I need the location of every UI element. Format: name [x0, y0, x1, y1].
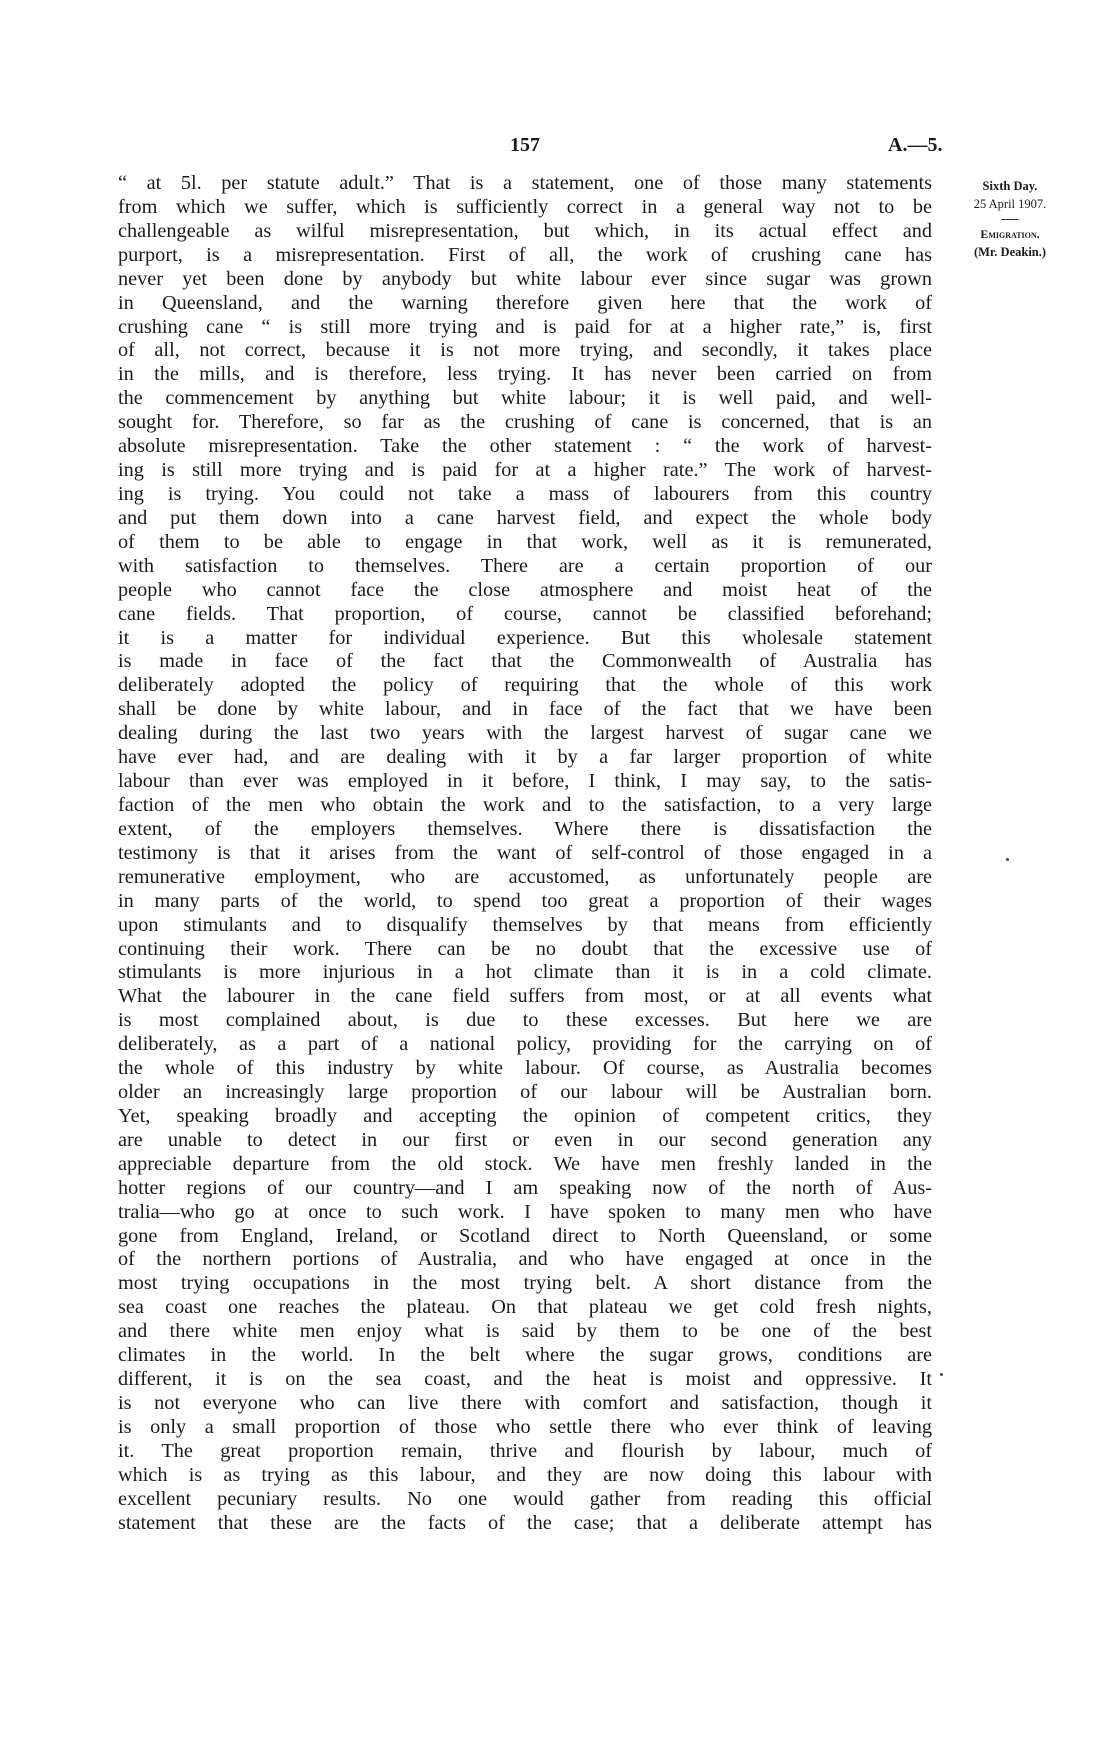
- body-line: have ever had, and are dealing with it by a far larger proportion of white: [118, 746, 932, 769]
- body-line: labour than ever was employed in it before, I think, I may say, to the satis-: [118, 770, 932, 793]
- body-line: it. The great proportion remain, thrive and flourish by labour, much of: [118, 1439, 932, 1462]
- body-line: older an increasingly large proportion of our labour will be Australian born.: [118, 1081, 932, 1104]
- page-number: 157: [510, 134, 540, 156]
- body-line: in many parts of the world, to spend too great a proportion of their wages: [118, 889, 932, 912]
- body-line: from which we suffer, which is sufficiently correct in a general way not to be: [118, 195, 932, 218]
- body-line: dealing during the last two years with the largest harvest of sugar cane we: [118, 722, 932, 745]
- body-line: purport, is a misrepresentation. First of all, the work of crushing cane has: [118, 243, 932, 266]
- body-line: statement that these are the facts of the case; that a deliberate attempt has: [118, 1511, 932, 1534]
- body-line: “ at 5l. per statute adult.” That is a statement, one of those many statements: [118, 172, 932, 194]
- body-text: [118, 172, 932, 1536]
- body-line: remunerative employment, who are accustomed, as unfortunately people are: [118, 865, 932, 888]
- body-line: and put them down into a cane harvest field, and expect the whole body: [118, 506, 932, 529]
- body-line: which is as trying as this labour, and they are now doing this labour with: [118, 1463, 932, 1486]
- body-line: deliberately, as a part of a national policy, providing for the carrying on of: [118, 1033, 932, 1056]
- body-line: ing is trying. You could not take a mass of labourers from this country: [118, 482, 932, 505]
- body-line: hotter regions of our country—and I am speaking now of the north of Aus-: [118, 1176, 932, 1199]
- body-line: appreciable departure from the old stock. We have men freshly landed in the: [118, 1152, 932, 1175]
- margin-note-topic: Emigration.: [980, 227, 1040, 241]
- body-line: sea coast one reaches the plateau. On that plateau we get cold fresh nights,: [118, 1296, 932, 1319]
- body-line: is only a small proportion of those who settle there who ever think of leaving: [118, 1415, 932, 1438]
- margin-note-date: 25 April 1907.: [973, 197, 1047, 211]
- body-line: What the labourer in the cane field suffers from most, or at all events what: [118, 985, 932, 1008]
- paper-reference: A.—5.: [888, 134, 943, 156]
- body-line: sought for. Therefore, so far as the crushing of cane is concerned, that is an: [118, 411, 932, 434]
- body-line: is made in face of the fact that the Commonwealth of Australia has: [118, 650, 932, 673]
- body-line: in the mills, and is therefore, less trying. It has never been carried on from: [118, 363, 932, 386]
- body-line: extent, of the employers themselves. Where there is dissatisfaction the: [118, 817, 932, 840]
- body-line: is most complained about, is due to these excesses. But here we are: [118, 1009, 932, 1032]
- body-line: the commencement by anything but white labour; it is well paid, and well-: [118, 387, 932, 410]
- body-line: of all, not correct, because it is not more trying, and secondly, it takes place: [118, 339, 932, 362]
- body-line: tralia—who go at once to such work. I have spoken to many men who have: [118, 1200, 932, 1223]
- body-line: are unable to detect in our first or even in our second generation any: [118, 1128, 932, 1151]
- body-line: shall be done by white labour, and in face of the fact that we have been: [118, 698, 932, 721]
- body-line: is not everyone who can live there with comfort and satisfaction, though it: [118, 1392, 932, 1415]
- body-line: absolute misrepresentation. Take the other statement : “ the work of harvest-: [118, 435, 932, 458]
- body-line: continuing their work. There can be no doubt that the excessive use of: [118, 937, 932, 960]
- body-line: never yet been done by anybody but white labour ever since sugar was grown: [118, 267, 932, 290]
- body-line: gone from England, Ireland, or Scotland direct to North Queensland, or some: [118, 1224, 932, 1247]
- margin-note-day: Sixth Day.: [982, 179, 1038, 193]
- body-line: of the northern portions of Australia, and who have engaged at once in the: [118, 1248, 932, 1271]
- body-line: faction of the men who obtain the work and to the satisfaction, to a very large: [118, 793, 932, 816]
- body-line: challengeable as wilful misrepresentation, but which, in its actual effect and: [118, 219, 932, 242]
- body-line: with satisfaction to themselves. There are a certain proportion of our: [118, 554, 932, 577]
- body-line: it is a matter for individual experience. But this wholesale statement: [118, 626, 932, 649]
- body-line: ing is still more trying and is paid for at a higher rate.” The work of harvest-: [118, 459, 932, 482]
- body-line: the whole of this industry by white labour. Of course, as Australia becomes: [118, 1057, 932, 1080]
- body-line: crushing cane “ is still more trying and is paid for at a higher rate,” is, first: [118, 315, 932, 338]
- print-speck: [1006, 858, 1009, 861]
- body-line: most trying occupations in the most trying belt. A short distance from the: [118, 1272, 932, 1295]
- body-line: stimulants is more injurious in a hot climate than it is in a cold climate.: [118, 961, 932, 984]
- body-line: upon stimulants and to disqualify themselves by that means from efficiently: [118, 913, 932, 936]
- body-line: Yet, speaking broadly and accepting the opinion of competent critics, they: [118, 1104, 932, 1127]
- body-line: and there white men enjoy what is said by them to be one of the best: [118, 1320, 932, 1343]
- margin-note-speaker: (Mr. Deakin.): [973, 245, 1047, 259]
- body-line: of them to be able to engage in that work, well as it is remunerated,: [118, 530, 932, 553]
- body-line: different, it is on the sea coast, and the heat is moist and oppressive. It: [118, 1368, 932, 1391]
- body-line: in Queensland, and the warning therefore given here that the work of: [118, 291, 932, 314]
- margin-note-rule: [1001, 219, 1019, 220]
- body-line: excellent pecuniary results. No one would gather from reading this official: [118, 1487, 932, 1510]
- body-line: people who cannot face the close atmosphere and moist heat of the: [118, 578, 932, 601]
- body-line: deliberately adopted the policy of requiring that the whole of this work: [118, 674, 932, 697]
- body-line: cane fields. That proportion, of course, cannot be classified beforehand;: [118, 602, 932, 625]
- print-speck: [940, 1373, 943, 1376]
- body-line: climates in the world. In the belt where the sugar grows, conditions are: [118, 1344, 932, 1367]
- body-line: testimony is that it arises from the want of self-control of those engaged in a: [118, 841, 932, 864]
